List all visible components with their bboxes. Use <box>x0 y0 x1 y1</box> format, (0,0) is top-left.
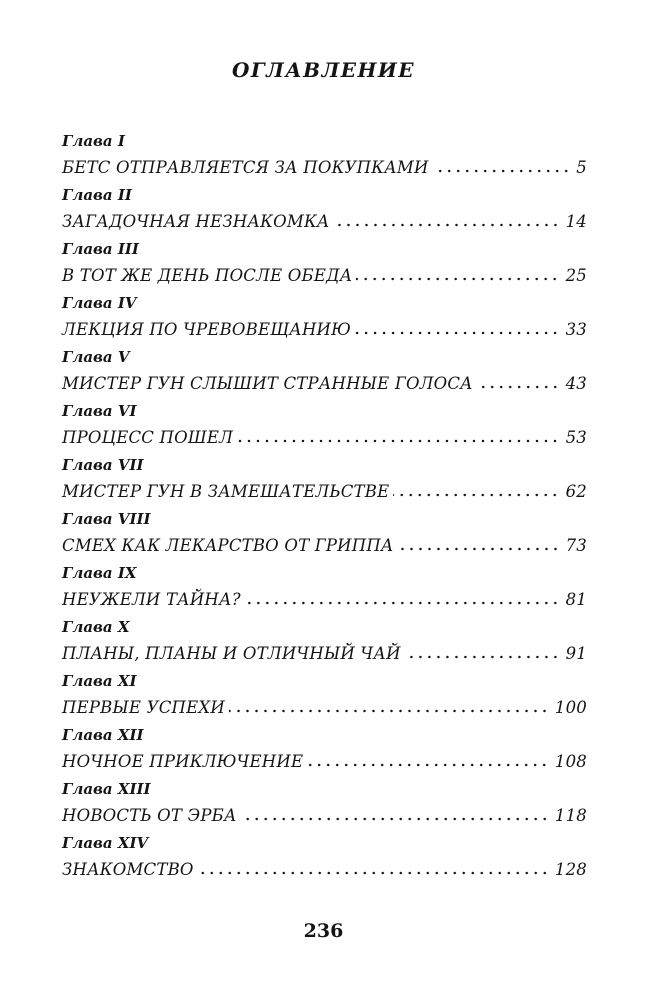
toc-line[interactable] <box>62 639 587 669</box>
toc-entry <box>62 345 587 399</box>
page-number[interactable]: 100 <box>554 698 587 717</box>
chapter-label: Глава XII <box>62 726 144 744</box>
chapter-label: Глава IV <box>62 294 137 312</box>
chapter-title[interactable]: МИСТЕР ГУН СЛЫШИТ СТРАННЫЕ ГОЛОСА <box>62 374 473 393</box>
chapter-title[interactable]: ЗНАКОМСТВО <box>62 860 194 879</box>
toc-entry <box>62 669 587 723</box>
page-number[interactable]: 62 <box>565 482 587 501</box>
toc-line[interactable] <box>62 531 587 561</box>
page-number[interactable]: 53 <box>565 428 587 447</box>
toc-entry <box>62 237 587 291</box>
toc-entry <box>62 399 587 453</box>
toc-line[interactable] <box>62 855 587 885</box>
page-number[interactable]: 25 <box>565 266 587 285</box>
chapter-title[interactable]: БЕТС ОТПРАВЛЯЕТСЯ ЗА ПОКУПКАМИ <box>62 158 429 177</box>
table-of-contents <box>62 129 587 879</box>
chapter-label: Глава X <box>62 618 130 636</box>
toc-line[interactable] <box>62 207 587 237</box>
toc-entry <box>62 453 587 507</box>
dot-leader <box>307 763 549 767</box>
toc-line[interactable] <box>62 153 587 183</box>
dot-leader <box>398 547 560 551</box>
toc-line[interactable] <box>62 585 587 615</box>
chapter-title[interactable]: ПРОЦЕСС ПОШЕЛ <box>62 428 234 447</box>
chapter-title[interactable]: НЕУЖЕЛИ ТАЙНА? <box>62 590 241 609</box>
chapter-title[interactable]: ЛЕКЦИЯ ПО ЧРЕВОВЕЩАНИЮ <box>62 320 352 339</box>
toc-entry <box>62 777 587 831</box>
toc-line[interactable] <box>62 261 587 291</box>
chapter-label: Глава XIV <box>62 834 149 852</box>
dot-leader <box>405 655 560 659</box>
toc-line[interactable] <box>62 747 587 777</box>
toc-line[interactable] <box>62 693 587 723</box>
chapter-label: Глава III <box>62 240 139 258</box>
page-number[interactable]: 108 <box>554 752 587 771</box>
dot-leader <box>237 439 559 443</box>
chapter-label: Глава XIII <box>62 780 151 798</box>
toc-line[interactable] <box>62 423 587 453</box>
chapter-title[interactable]: НОВОСТЬ ОТ ЭРБА <box>62 806 237 825</box>
folio-page-number: 236 <box>303 920 344 942</box>
chapter-label: Глава VI <box>62 402 137 420</box>
dot-leader <box>198 871 549 875</box>
toc-entry <box>62 183 587 237</box>
chapter-title[interactable]: СМЕХ КАК ЛЕКАРСТВО ОТ ГРИППА <box>62 536 394 555</box>
page-number[interactable]: 91 <box>565 644 587 663</box>
chapter-label: Глава VII <box>62 456 144 474</box>
toc-entry <box>62 561 587 615</box>
toc-entry <box>62 291 587 345</box>
dot-leader <box>433 169 571 173</box>
chapter-label: Глава V <box>62 348 130 366</box>
toc-entry <box>62 723 587 777</box>
toc-entry <box>62 129 587 183</box>
dot-leader <box>393 493 559 497</box>
dot-leader <box>477 385 560 389</box>
chapter-label: Глава IX <box>62 564 137 582</box>
toc-line[interactable] <box>62 477 587 507</box>
toc-entry <box>62 831 587 879</box>
chapter-title[interactable]: В ТОТ ЖЕ ДЕНЬ ПОСЛЕ ОБЕДА <box>62 266 353 285</box>
toc-entry <box>62 615 587 669</box>
chapter-label: Глава VIII <box>62 510 151 528</box>
dot-leader <box>355 331 560 335</box>
chapter-label: Глава II <box>62 186 132 204</box>
dot-leader <box>334 223 560 227</box>
page-number[interactable]: 81 <box>565 590 587 609</box>
page-number[interactable]: 128 <box>554 860 587 879</box>
dot-leader <box>356 277 559 281</box>
dot-leader <box>245 601 560 605</box>
toc-line[interactable] <box>62 801 587 831</box>
chapter-title[interactable]: ЗАГАДОЧНАЯ НЕЗНАКОМКА <box>62 212 330 231</box>
page-number[interactable]: 33 <box>565 320 587 339</box>
page-number[interactable]: 14 <box>565 212 587 231</box>
page-number[interactable]: 73 <box>565 536 587 555</box>
chapter-title[interactable]: МИСТЕР ГУН В ЗАМЕШАТЕЛЬСТВЕ <box>62 482 390 501</box>
page-number[interactable]: 5 <box>576 158 587 177</box>
page-number[interactable]: 43 <box>565 374 587 393</box>
chapter-title[interactable]: ПЛАНЫ, ПЛАНЫ И ОТЛИЧНЫЙ ЧАЙ <box>62 644 401 663</box>
chapter-title[interactable]: ПЕРВЫЕ УСПЕХИ <box>62 698 225 717</box>
toc-line[interactable] <box>62 315 587 345</box>
toc-entry <box>62 507 587 561</box>
chapter-label: Глава XI <box>62 672 137 690</box>
page-title: ОГЛАВЛЕНИЕ <box>231 58 416 82</box>
chapter-title[interactable]: НОЧНОЕ ПРИКЛЮЧЕНИЕ <box>62 752 304 771</box>
toc-line[interactable] <box>62 369 587 399</box>
page-number[interactable]: 118 <box>554 806 587 825</box>
chapter-label: Глава I <box>62 132 125 150</box>
dot-leader <box>241 817 549 821</box>
dot-leader <box>229 709 549 713</box>
